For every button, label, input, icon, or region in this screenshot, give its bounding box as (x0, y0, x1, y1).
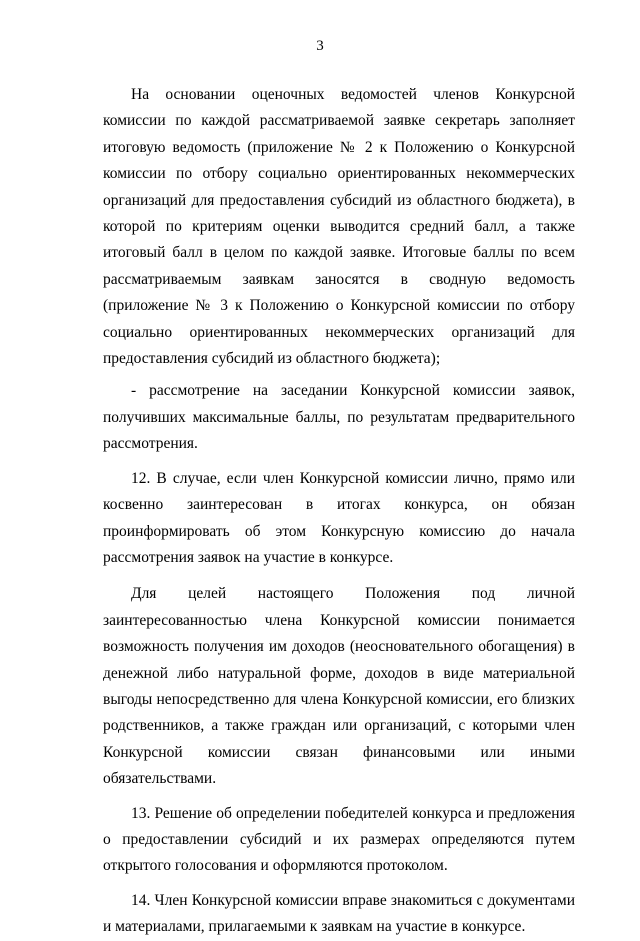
paragraph-item-12: 12. В случае, если член Конкурсной комиссии лично, прямо или косвенно заинтересован в итогах конкурса, он обязан проинформировать об этом Конкурсную комиссию до начала рассмотрения заявок на участие в конкурсе. (103, 469, 575, 566)
paragraph-scoring-sheets: На основании оценочных ведомостей членов Конкурсной комиссии по каждой рассматриваемой заявке секретарь заполняет итоговую ведомость (приложение № 2 к Положению о Конкурсной комиссии по отбору социально ориентированных некоммерческих организаций для предоставления субсидий из областного бюджета), в которой по критериям оценки выводится средний балл, а также итоговый балл в целом по каждой заявке. Итоговые баллы по всем рассматриваемым заявкам заносятся в сводную ведомость (приложение № 3 к Положению о Конкурсной комиссии по отбору социально ориентированных некоммерческих организаций для предоставления субсидий из областного бюджета); (103, 86, 575, 368)
paragraph-item-14: 14. Член Конкурсной комиссии вправе знакомиться с документами и материалами, прилагаемыми к заявкам на участие в конкурсе. (103, 891, 575, 936)
paragraph-item-13: 13. Решение об определении победителей конкурса и предложения о предоставлении субсидий и их размерах определяются путем открытого голосования и оформляются протоколом. (103, 804, 575, 875)
paragraph-review-meeting: - рассмотрение на заседании Конкурсной комиссии заявок, получивших максимальные баллы, по результатам предварительного рассмотрения. (103, 382, 575, 453)
page-number: 3 (316, 38, 324, 54)
paragraph-personal-interest: Для целей настоящего Положения под личной заинтересованностью члена Конкурсной комиссии понимается возможность получения им доходов (неосновательного обогащения) в денежной либо натуральной форме, доходов в виде материальной выгоды непосредственно для члена Конкурсной комиссии, его близких родственников, а также граждан или организаций, с которыми член Конкурсной комиссии связан финансовыми или иными обязательствами. (103, 585, 575, 788)
document-body (103, 82, 575, 941)
